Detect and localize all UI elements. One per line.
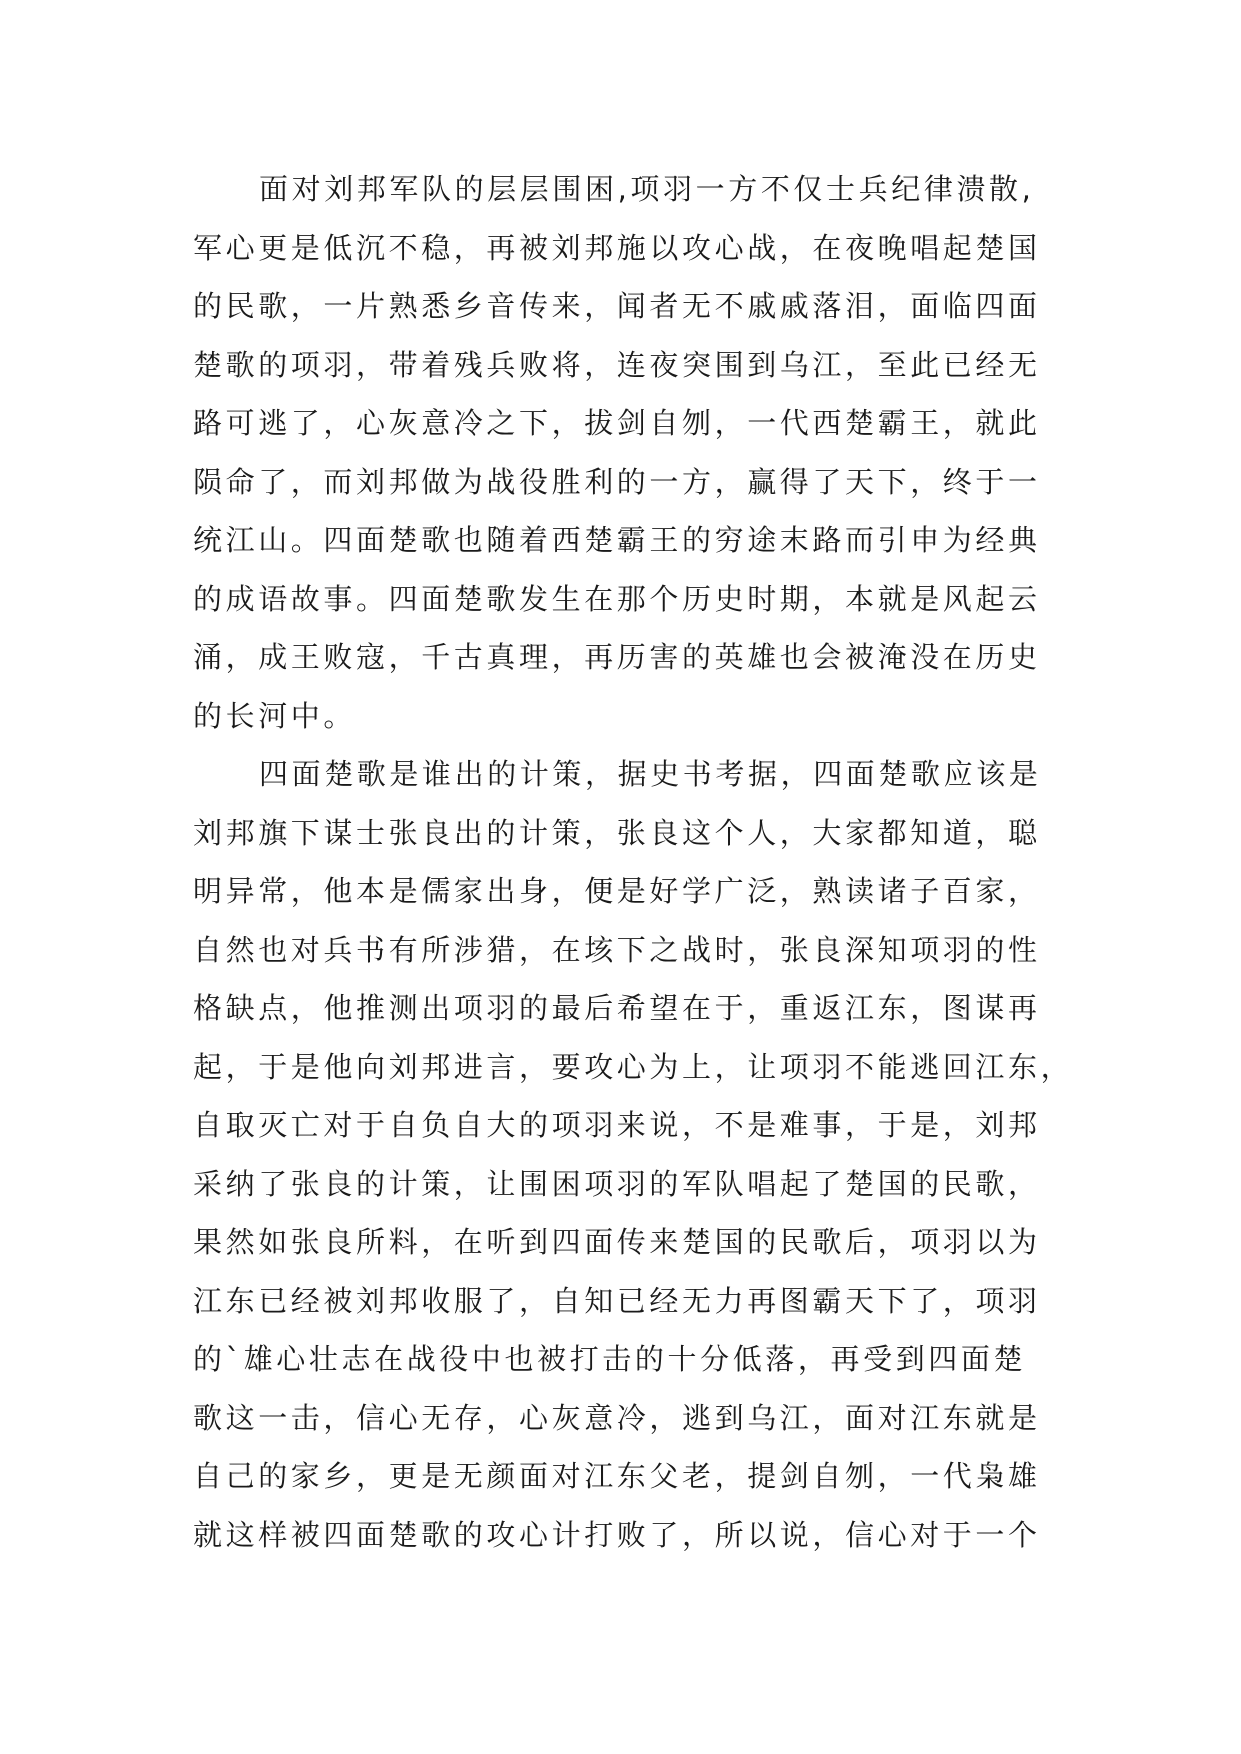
text-line: 自然也对兵书有所涉猎，在垓下之战时，张良深知项羽的性 — [193, 932, 1041, 967]
text-line: 军心更是低沉不稳，再被刘邦施以攻心战，在夜晚唱起楚国 — [193, 230, 1041, 265]
text-line: 统江山。四面楚歌也随着西楚霸王的穷途末路而引申为经典 — [193, 523, 1041, 557]
paragraph-2 — [193, 745, 1074, 1564]
text-line: 涌，成王败寇，千古真理，再历害的英雄也会被淹没在历史 — [193, 640, 1041, 674]
text-line: 采纳了张良的计策，让围困项羽的军队唱起了楚国的民歌， — [193, 1166, 1041, 1201]
text-line: 路可逃了，心灰意冷之下，拔剑自刎，一代西楚霸王，就此 — [193, 406, 1041, 440]
text-line: 格缺点，他推测出项羽的最后希望在于，重返江东，图谋再 — [193, 991, 1041, 1025]
text-line: 的民歌，一片熟悉乡音传来，闻者无不戚戚落泪，面临四面 — [193, 289, 1041, 323]
text-line: 自取灭亡对于自负自大的项羽来说，不是难事，于是，刘邦 — [193, 1108, 1041, 1142]
text-line: 就这样被四面楚歌的攻心计打败了，所以说，信心对于一个 — [193, 1517, 1041, 1552]
text-line: 陨命了，而刘邦做为战役胜利的一方，赢得了天下，终于一 — [193, 464, 1041, 499]
text-line: 的长河中。 — [193, 698, 357, 733]
text-line: 起，于是他向刘邦进言，要攻心为上，让项羽不能逃回江东， — [193, 1049, 1074, 1084]
text-line: 的成语故事。四面楚歌发生在那个历史时期，本就是风起云 — [193, 581, 1041, 616]
paragraph-1 — [193, 160, 1053, 745]
text-line: 歌这一击，信心无存，心灰意冷，逃到乌江，面对江东就是 — [193, 1400, 1041, 1435]
text-line: 自己的家乡，更是无颜面对江东父老，提剑自刎，一代枭雄 — [193, 1459, 1041, 1493]
text-line: 江东已经被刘邦收服了，自知已经无力再图霸天下了，项羽 — [193, 1283, 1041, 1318]
text-line: 楚歌的项羽，带着残兵败将，连夜突围到乌江，至此已经无 — [193, 347, 1041, 382]
text-line: 面对刘邦军队的层层围困,项羽一方不仅士兵纪律溃散, — [259, 172, 1035, 206]
text-line: 果然如张良所料，在听到四面传来楚国的民歌后，项羽以为 — [193, 1225, 1041, 1259]
text-line: 明异常，他本是儒家出身，便是好学广泛，熟读诸子百家， — [193, 874, 1041, 908]
text-line: 刘邦旗下谋士张良出的计策，张良这个人，大家都知道，聪 — [193, 815, 1041, 850]
text-line: 的`雄心壮志在战役中也被打击的十分低落，再受到四面楚 — [193, 1342, 1027, 1376]
document-body — [193, 160, 1074, 1564]
text-line: 四面楚歌是谁出的计策，据史书考据，四面楚歌应该是 — [259, 757, 1042, 791]
